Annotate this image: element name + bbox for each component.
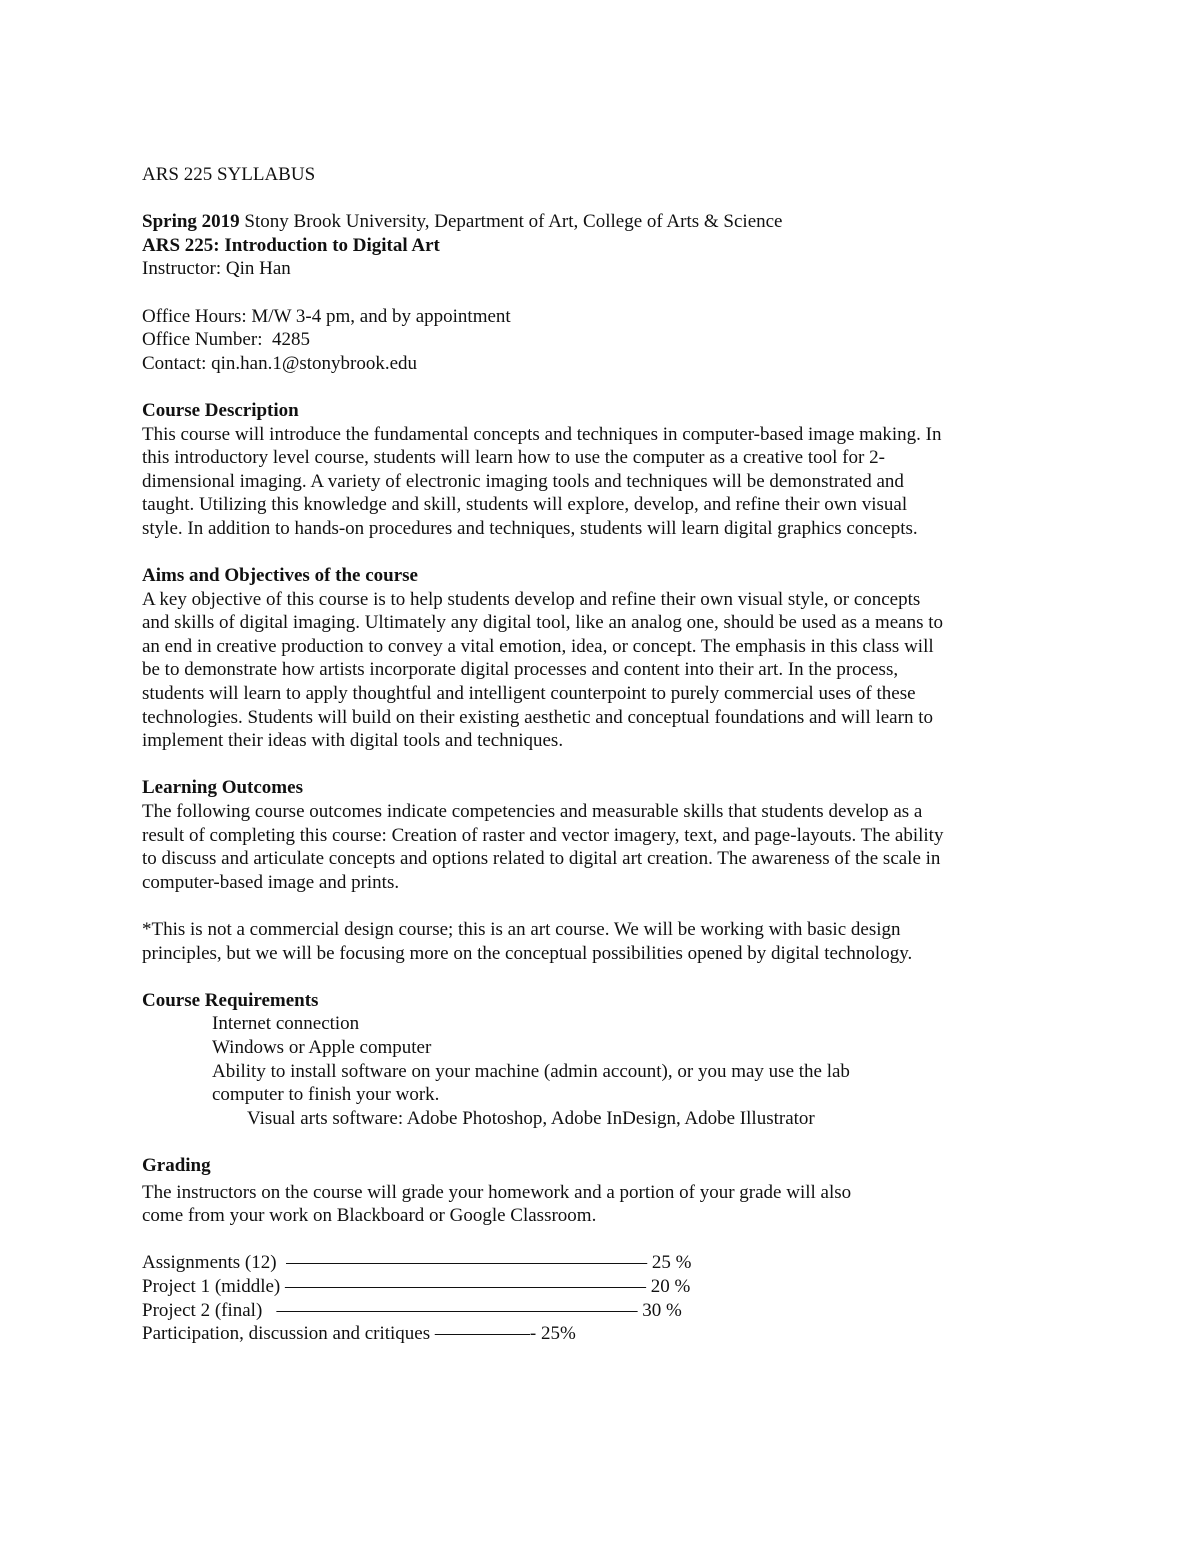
course-title: ARS 225: Introduction to Digital Art — [142, 234, 440, 256]
outcomes-paragraph — [142, 800, 1062, 894]
paragraph-line: result of completing this course: Creation of raster and vector imagery, text, and page-layouts. The ability — [142, 824, 944, 846]
paragraph-line: The instructors on the course will grade your homework and a portion of your grade will also — [142, 1181, 852, 1203]
grading-breakdown — [142, 1251, 1062, 1345]
document-title: ARS 225 SYLLABUS — [142, 164, 316, 185]
section-heading-grading: Grading — [142, 1154, 211, 1176]
note-line: *This is not a commercial design course; this is an art course. We will be working with basic design — [142, 919, 901, 940]
spacer — [142, 753, 1062, 777]
grade-row: Participation, discussion and critiques —————- 25% — [142, 1323, 576, 1345]
section-heading-aims: Aims and Objectives of the course — [142, 565, 418, 587]
contact-email: Contact: qin.han.1@stonybrook.edu — [142, 352, 418, 374]
note-line: principles, but we will be focusing more on the conceptual possibilities opened by digital technology. — [142, 942, 913, 964]
spacer — [142, 375, 1062, 399]
term-line — [142, 210, 1062, 234]
paragraph-line: This course will introduce the fundamental concepts and techniques in computer-based image making. In — [142, 423, 942, 445]
paragraph-line: an end in creative production to convey a vital emotion, idea, or concept. The emphasis in this class will — [142, 635, 934, 657]
office-hours: Office Hours: M/W 3-4 pm, and by appointment — [142, 305, 511, 327]
paragraph-line: be to demonstrate how artists incorporate digital processes and content into their art. In the process, — [142, 659, 899, 681]
aims-paragraph — [142, 588, 1062, 753]
grade-row: Assignments (12) ——————————————————— 25 % — [142, 1252, 692, 1274]
requirements-list — [142, 1012, 1062, 1130]
section-heading-outcomes: Learning Outcomes — [142, 777, 303, 799]
syllabus-page — [142, 163, 1062, 1346]
paragraph-line: technologies. Students will build on their existing aesthetic and conceptual foundations and will learn to — [142, 706, 933, 728]
grade-row: Project 1 (middle) ——————————————————— 20 % — [142, 1275, 691, 1297]
spacer — [142, 187, 1062, 211]
paragraph-line: style. In addition to hands-on procedures and techniques, students will learn digital graphics concepts. — [142, 517, 918, 539]
paragraph-line: students will learn to apply thoughtful and intelligent counterpoint to purely commercial uses of these — [142, 683, 916, 705]
paragraph-line: taught. Utilizing this knowledge and skill, students will explore, develop, and refine their own visual — [142, 494, 908, 516]
paragraph-line: dimensional imaging. A variety of electronic imaging tools and techniques will be demonstrated and — [142, 470, 904, 492]
paragraph-line: this introductory level course, students will learn how to use the computer as a creative tool for 2- — [142, 447, 885, 469]
paragraph-line: and skills of digital imaging. Ultimately any digital tool, like an analog one, should be used as a means to — [142, 612, 944, 634]
spacer — [142, 1130, 1062, 1154]
list-item: Windows or Apple computer — [212, 1036, 432, 1058]
list-item: Internet connection — [212, 1013, 360, 1035]
description-paragraph — [142, 423, 1062, 541]
list-sub-item: Visual arts software: Adobe Photoshop, Adobe InDesign, Adobe Illustrator — [247, 1107, 815, 1129]
spacer — [142, 894, 1062, 918]
list-item: computer to finish your work. — [212, 1084, 440, 1106]
spacer — [142, 541, 1062, 565]
grading-paragraph — [142, 1181, 1062, 1228]
paragraph-line: implement their ideas with digital tools and techniques. — [142, 730, 564, 752]
outcomes-note — [142, 918, 1062, 965]
office-number: Office Number: 4285 — [142, 329, 310, 351]
spacer — [142, 1228, 1062, 1252]
spacer — [142, 965, 1062, 989]
term: Spring 2019 — [142, 211, 240, 233]
list-item: Ability to install software on your machine (admin account), or you may use the lab — [212, 1060, 850, 1082]
instructor: Instructor: Qin Han — [142, 258, 291, 280]
paragraph-line: come from your work on Blackboard or Google Classroom. — [142, 1205, 597, 1227]
section-heading-description: Course Description — [142, 399, 299, 421]
grade-row: Project 2 (final) ——————————————————— 30 % — [142, 1299, 682, 1321]
paragraph-line: The following course outcomes indicate competencies and measurable skills that students develop as a — [142, 801, 923, 823]
paragraph-line: to discuss and articulate concepts and options related to digital art creation. The awareness of the scale in — [142, 848, 941, 870]
institution: Stony Brook University, Department of Art, College of Arts & Science — [239, 211, 783, 233]
paragraph-line: computer-based image and prints. — [142, 871, 400, 893]
section-heading-requirements: Course Requirements — [142, 989, 319, 1011]
spacer — [142, 281, 1062, 305]
paragraph-line: A key objective of this course is to help students develop and refine their own visual style, or concepts — [142, 588, 921, 610]
